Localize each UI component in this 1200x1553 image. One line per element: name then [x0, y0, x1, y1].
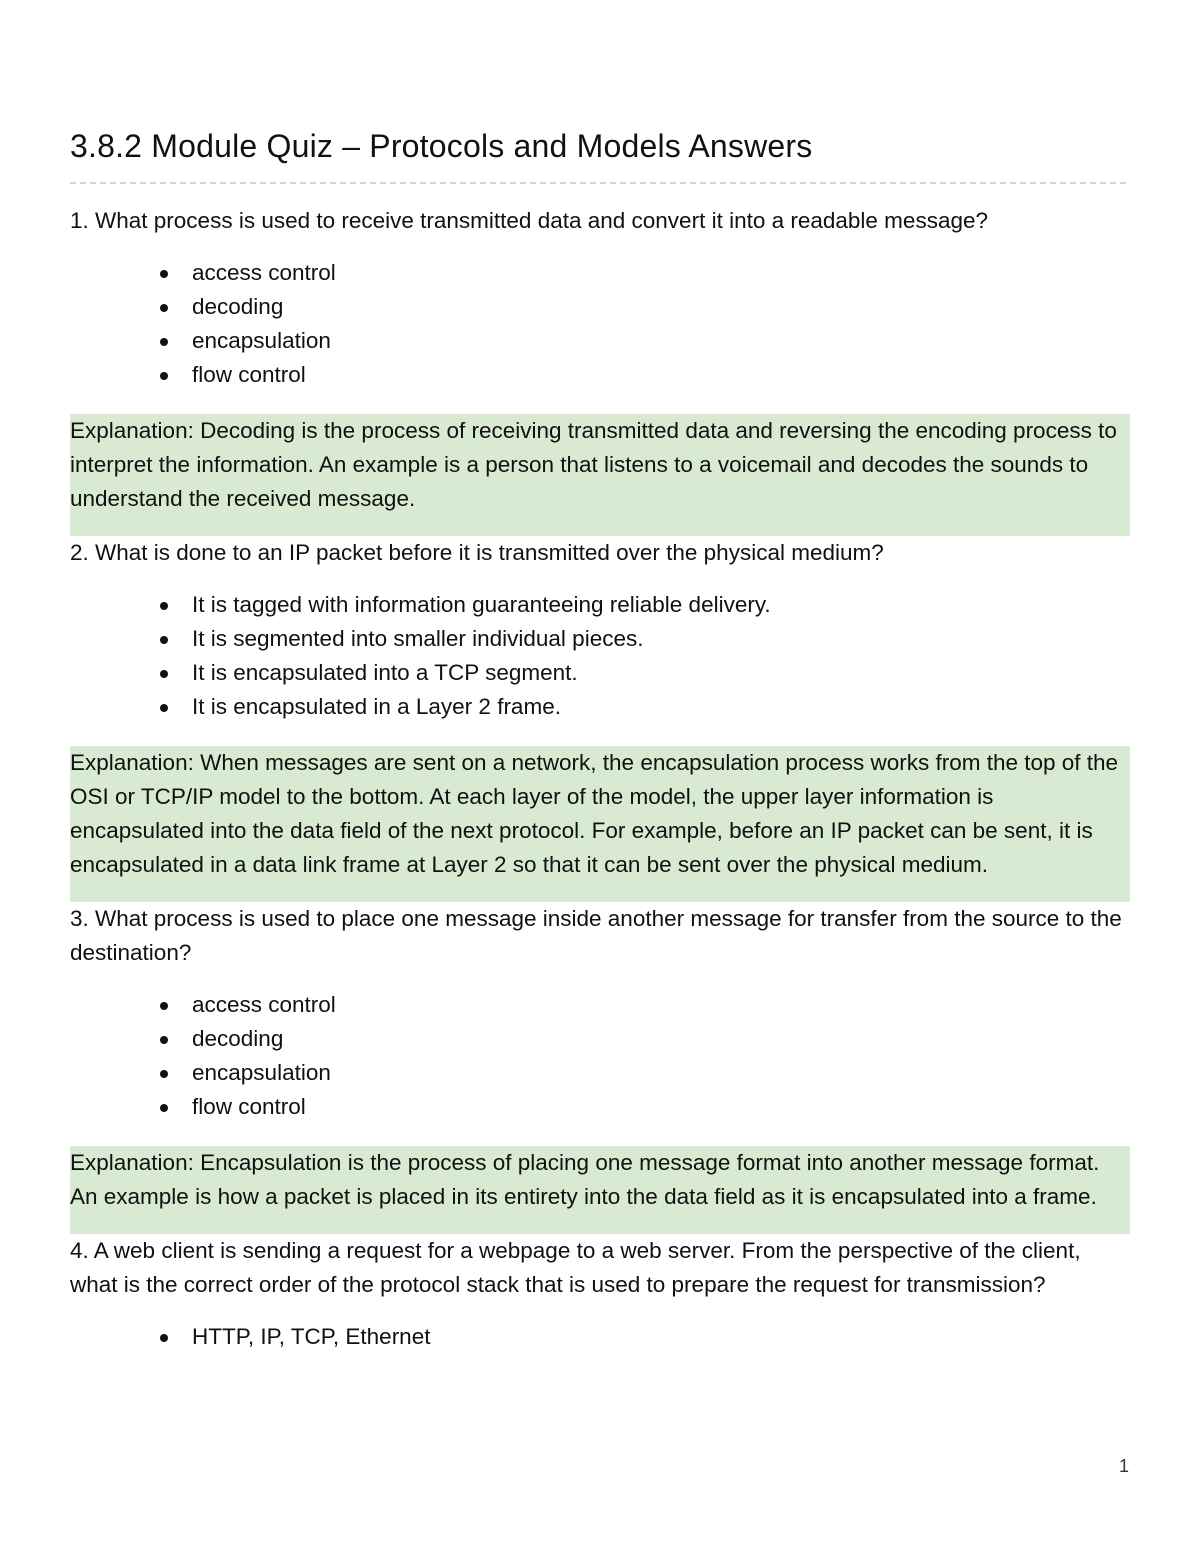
option-text: flow control	[192, 1094, 306, 1119]
bullet-icon	[160, 372, 168, 380]
list-item	[158, 1056, 1130, 1090]
bullet-icon	[160, 304, 168, 312]
list-item	[158, 1022, 1130, 1056]
question-2: 2. What is done to an IP packet before it is transmitted over the physical medium?	[70, 540, 884, 565]
bullet-icon	[160, 1104, 168, 1112]
question-1: 1. What process is used to receive transmitted data and convert it into a readable message?	[70, 208, 988, 233]
explanation-2: Explanation: When messages are sent on a network, the encapsulation process works from the top of the OSI or TCP/IP model to the bottom. At each layer of the model, the upper layer information is encapsulated into the data field of the next protocol. For example, before an IP packet can be sent, it is encapsulated in a data link frame at Layer 2 so that it can be sent over the physical medium.	[70, 746, 1130, 902]
page-title: 3.8.2 Module Quiz – Protocols and Models Answers	[70, 128, 813, 164]
bullet-icon	[160, 338, 168, 346]
page-number: 1	[1119, 1456, 1130, 1476]
option-text: It is tagged with information guaranteeing reliable delivery.	[192, 592, 771, 617]
bullet-icon	[160, 1002, 168, 1010]
bullet-icon	[160, 636, 168, 644]
list-item	[158, 588, 1130, 622]
question-4-options	[70, 1320, 1130, 1354]
option-text: decoding	[192, 294, 284, 319]
list-item	[158, 324, 1130, 358]
question-1-options	[70, 256, 1130, 392]
option-text: It is encapsulated into a TCP segment.	[192, 660, 578, 685]
list-item	[158, 1090, 1130, 1124]
bullet-icon	[160, 670, 168, 678]
option-text: It is segmented into smaller individual pieces.	[192, 626, 644, 651]
bullet-icon	[160, 602, 168, 610]
list-item	[158, 656, 1130, 690]
list-item	[158, 988, 1130, 1022]
option-text: flow control	[192, 362, 306, 387]
list-item	[158, 622, 1130, 656]
list-item	[158, 358, 1130, 392]
bullet-icon	[160, 1334, 168, 1342]
option-text: encapsulation	[192, 1060, 331, 1085]
question-3: 3. What process is used to place one message inside another message for transfer from the source to the destination?	[70, 906, 1122, 965]
bullet-icon	[160, 1070, 168, 1078]
bullet-icon	[160, 1036, 168, 1044]
bullet-icon	[160, 704, 168, 712]
list-item	[158, 290, 1130, 324]
option-text: HTTP, IP, TCP, Ethernet	[192, 1324, 431, 1349]
list-item	[158, 256, 1130, 290]
question-3-options	[70, 988, 1130, 1124]
option-text: decoding	[192, 1026, 284, 1051]
explanation-1: Explanation: Decoding is the process of receiving transmitted data and reversing the encoding process to interpret the information. An example is a person that listens to a voicemail and decodes the sounds to understand the received message.	[70, 414, 1130, 536]
option-text: encapsulation	[192, 328, 331, 353]
explanation-3: Explanation: Encapsulation is the process of placing one message format into another message format. An example is how a packet is placed in its entirety into the data field as it is encapsulated into a frame.	[70, 1146, 1130, 1234]
question-4: 4. A web client is sending a request for a webpage to a web server. From the perspective of the client, what is the correct order of the protocol stack that is used to prepare the request for transmission?	[70, 1238, 1081, 1297]
list-item	[158, 1320, 1130, 1354]
title-divider	[70, 182, 1126, 184]
quiz-content	[70, 204, 1130, 1354]
question-2-options	[70, 588, 1130, 724]
option-text: It is encapsulated in a Layer 2 frame.	[192, 694, 561, 719]
list-item	[158, 690, 1130, 724]
option-text: access control	[192, 992, 336, 1017]
option-text: access control	[192, 260, 336, 285]
bullet-icon	[160, 270, 168, 278]
